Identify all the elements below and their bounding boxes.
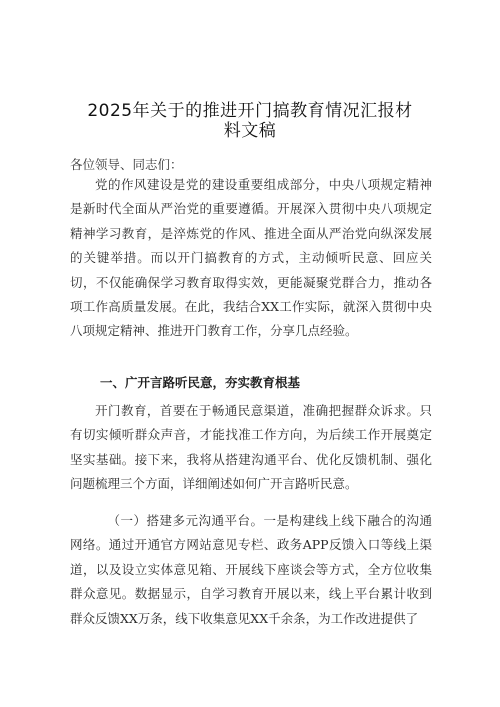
paragraph-subsection1: （一）搭建多元沟通平台。一是构建线上线下融合的沟通网络。通过开通官方网站意见专栏、政务APP反馈入口等线上渠道，以及设立实体意见箱、开展线下座谈会等方式，全方位收集群众意见。数据显示，自学习教育开展以来，线上平台累计收到群众反馈XX万条，线下收集意见XX千余条，为工作改进提供了 (70, 513, 432, 626)
paragraph-section1-intro: 开门教育，首要在于畅通民意渠道，准确把握群众诉求。只有切实倾听群众声音，才能找准工作方向，为后续工作开展奠定坚实基础。接下来，我将从搭建沟通平台、优化反馈机制、强化问题梳理三个方面，详细阐述如何广开言路听民意。 (70, 403, 432, 492)
salutation: 各位领导、同志们： (70, 157, 183, 172)
section-heading-1: 一、广开言路听民意，夯实教育根基 (100, 375, 301, 390)
document-title-line1: 2025年关于的推进开门搞教育情况汇报材 (87, 101, 413, 121)
paragraph-intro: 党的作风建设是党的建设重要组成部分，中央八项规定精神是新时代全面从严治党的重要遵循。开展深入贯彻中央八项规定精神学习教育，是淬炼党的作风、推进全面从严治党向纵深发展的关键举措。而以开门搞教育的方式，主动倾听民意、回应关切，不仅能确保学习教育取得实效，更能凝聚党群合力，推动各项工作高质量发展。在此，我结合XX工作实际，就深入贯彻中央八项规定精神、推进开门教育工作，分享几点经验。 (70, 177, 432, 339)
document-title-line2: 料文稿 (223, 121, 277, 141)
